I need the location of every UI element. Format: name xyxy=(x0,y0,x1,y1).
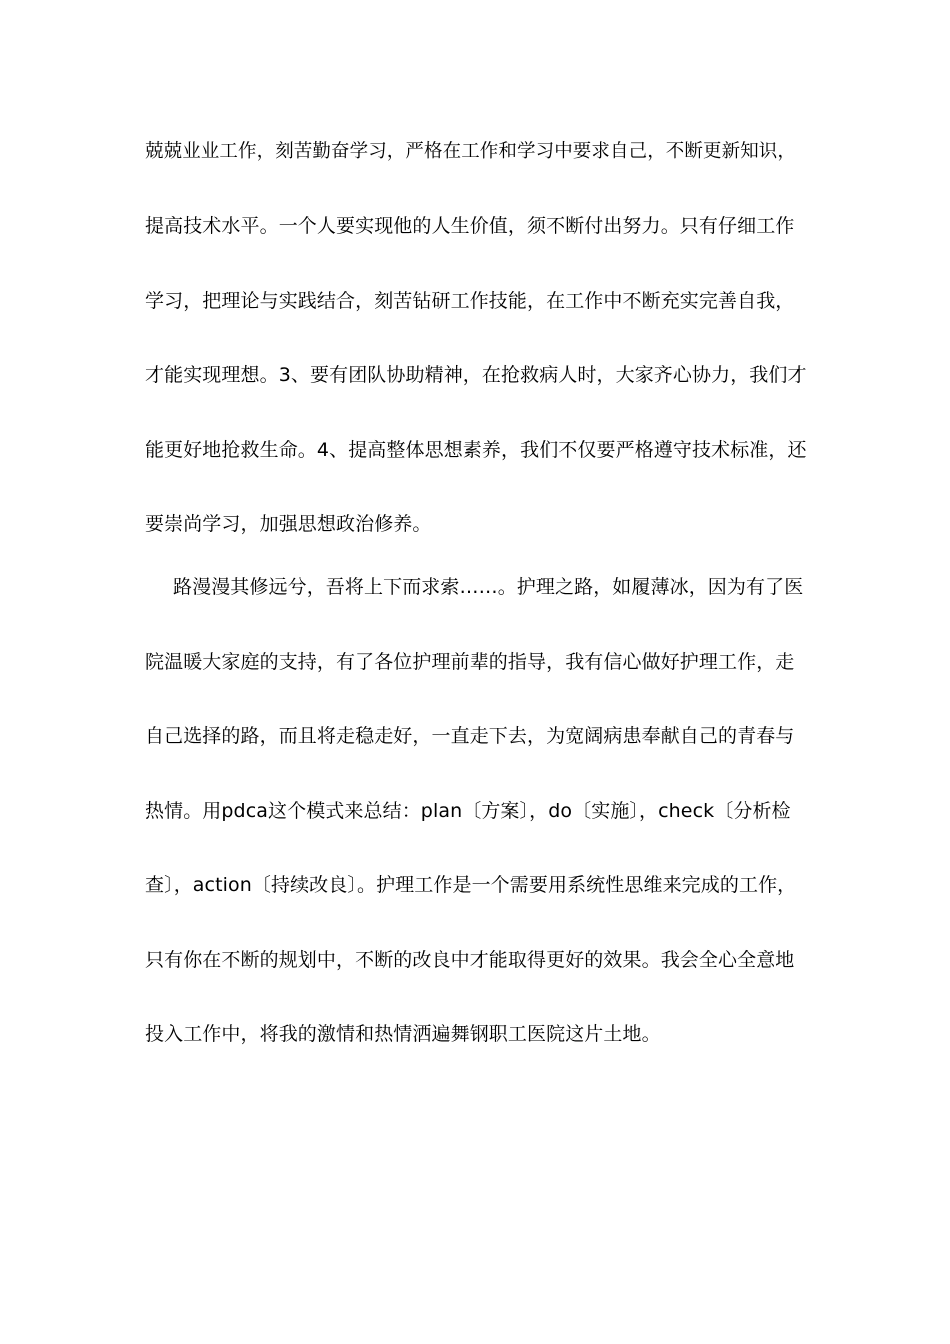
paragraph-line: 兢兢业业工作，刻苦勤奋学习，严格在工作和学习中要求自己，不断更新知识， xyxy=(145,141,797,162)
paragraph-line: 才能实现理想。3、要有团队协助精神，在抢救病人时，大家齐心协力，我们才 xyxy=(145,364,807,386)
paragraph-line: 只有你在不断的规划中，不断的改良中才能取得更好的效果。我会全心全意地 xyxy=(145,949,795,971)
paragraph-line: 能更好地抢救生命。4、提高整体思想素养，我们不仅要严格遵守技术标准，还 xyxy=(145,439,807,461)
paragraph-line: 院温暖大家庭的支持，有了各位护理前辈的指导，我有信心做好护理工作，走 xyxy=(145,651,795,673)
paragraph-line: 热情。用pdca这个模式来总结：plan〔方案〕，do〔实施〕，check〔分析检 xyxy=(145,800,791,822)
paragraph-line: 自己选择的路，而且将走稳走好，一直走下去，为宽阔病患奉献自己的青春与 xyxy=(145,725,795,747)
paragraph-line: 要崇尚学习，加强思想政治修养。 xyxy=(145,513,432,535)
paragraph-line: 提高技术水平。一个人要实现他的人生价值，须不断付出努力。只有仔细工作 xyxy=(145,215,795,237)
paragraph-line: 投入工作中，将我的激情和热情洒遍舞钢职工医院这片土地。 xyxy=(145,1023,661,1045)
paragraph-line: 查〕，action〔持续改良〕。护理工作是一个需要用系统性思维来完成的工作， xyxy=(145,874,797,896)
paragraph-line: 学习，把理论与实践结合，刻苦钻研工作技能，在工作中不断充实完善自我， xyxy=(145,290,795,312)
paragraph-line: 路漫漫其修远兮，吾将上下而求索……。护理之路，如履薄冰，因为有了医 xyxy=(173,576,804,598)
